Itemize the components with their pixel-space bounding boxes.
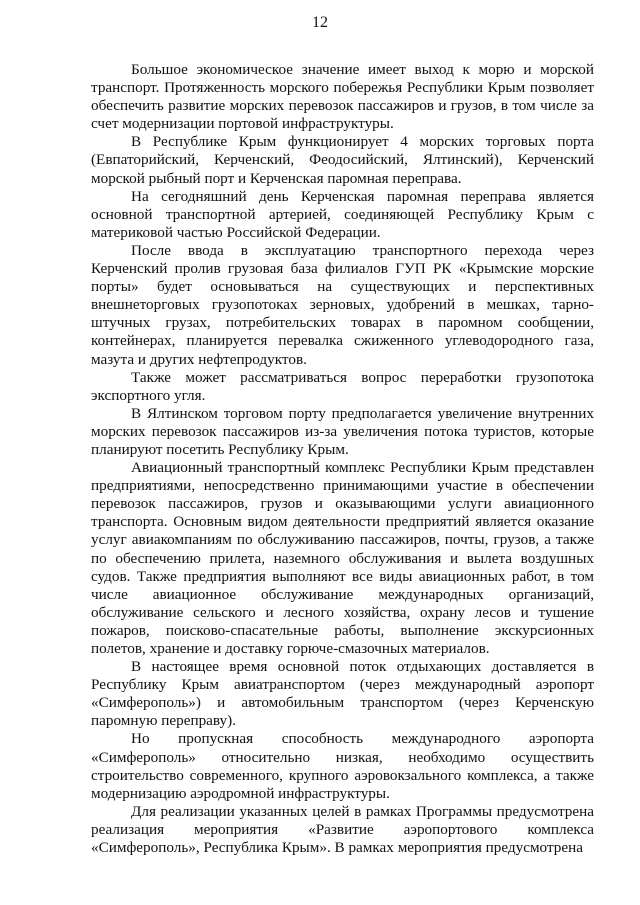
paragraph-airport-capacity: Но пропускная способность международного аэропорта «Симферополь» относительно низкая, необходимо осуществить строительство современного, крупного аэровокзального комплекса, а также модернизацию аэродромной инфраструктуры. <box>91 730 594 802</box>
paragraph-ferry: На сегодняшний день Керченская паромная переправа является основной транспортной артерией, соединяющей Республику Крым с материковой частью Российской Федерации. <box>91 187 594 241</box>
paragraph-ports: В Республике Крым функционирует 4 морских торговых порта (Евпаторийский, Керченский, Феодосийский, Ялтинский), Керченский морской рыбный порт и Керченская паромная переправа. <box>91 133 594 187</box>
paragraph-sea-transport: Большое экономическое значение имеет выход к морю и морской транспорт. Протяженность морского побережья Республики Крым позволяет обеспечить развитие морских перевозок пассажиров и грузов, в том числе за счет модернизации портовой инфраструктуры. <box>91 61 594 133</box>
paragraph-yalta-port: В Ялтинском торговом порту предполагается увеличение внутренних морских перевозок пассажиров из-за увеличения потока туристов, которые планируют посетить Республику Крым. <box>91 404 594 458</box>
page-number: 12 <box>312 14 328 31</box>
paragraph-program-measures: Для реализации указанных целей в рамках Программы предусмотрена реализация мероприятия «Развитие аэропортового комплекса «Симферополь», Республика Крым». В рамках мероприятия предусмотрена <box>91 802 594 857</box>
body-text <box>91 61 594 857</box>
paragraph-aviation-complex: Авиационный транспортный комплекс Республики Крым представлен предприятиями, непосредственно принимающими участие в обеспечении перевозок пассажиров, грузов и оказывающими услуги авиационного транспорта. Основным видом деятельности предприятий является оказание услуг авиакомпаниям по обслуживанию пассажиров, почты, грузов, а также по обеспечению прилета, наземного обслуживания и вылета воздушных судов. Также предприятия выполняют все виды авиационных работ, в том числе авиационное обслуживание международных организаций, обслуживание сельского и лесного хозяйства, охрану лесов и тушение пожаров, поисково-спасательные работы, выполнение экскурсионных полетов, хранение и доставку горюче-смазочных материалов. <box>91 459 594 657</box>
paragraph-cargo-base: После ввода в эксплуатацию транспортного перехода через Керченский пролив грузовая база филиалов ГУП РК «Крымские морские порты» будет основываться на существующих и перспективных внешнеторговых грузопотоках зерновых, удобрений в мешках, тарно-штучных грузах, потребительских товарах в паромном сообщении, контейнерах, планируется перевалка сжиженного углеводородного газа, мазута и других нефтепродуктов. <box>91 241 594 368</box>
paragraph-coal: Также может рассматриваться вопрос переработки грузопотока экспортного угля. <box>91 368 594 404</box>
paragraph-tourist-flow: В настоящее время основной поток отдыхающих доставляется в Республику Крым авиатранспортом (через международный аэропорт «Симферополь») и автомобильным транспортом (через Керченскую паромную переправу). <box>91 658 594 730</box>
